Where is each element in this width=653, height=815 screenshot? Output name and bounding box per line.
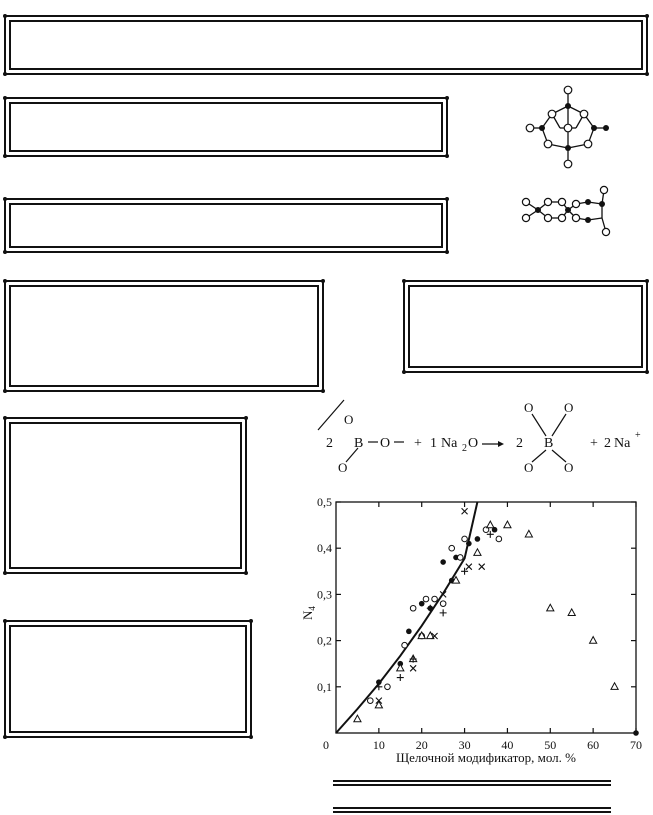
data-point-triangle [525,530,532,537]
data-point-filled-circle [466,541,472,547]
reaction-ion-charge: + [635,430,641,441]
frame-box-2 [4,97,448,157]
svg-text:O: O [564,400,574,415]
y-tick-label: 0,4 [317,541,332,556]
data-point-cross [466,564,472,570]
bottom-rule-4 [333,811,611,813]
frame-box-6 [4,417,247,574]
data-point-open-circle [367,698,373,704]
data-point-open-circle [410,605,416,611]
y-tick-label: 0,2 [317,633,332,648]
data-point-cross [479,564,485,570]
data-point-filled-circle [440,559,446,565]
data-point-open-circle [496,536,502,542]
reaction-reagent-sub: 2 [462,443,467,454]
y-tick-label: 0,3 [317,587,332,602]
reaction-ion: Na [614,436,631,451]
data-point-triangle [611,683,618,690]
bottom-rule-2 [333,784,611,786]
bottom-rule-1 [333,780,611,782]
data-point-triangle [487,521,494,528]
borate-ring-diagram-2 [518,182,618,244]
data-point-plus [375,683,382,690]
data-point-plus [440,609,447,616]
data-point-filled-circle [475,536,481,542]
reaction-boron-left: B [354,436,364,451]
svg-text:O: O [524,460,534,475]
data-point-triangle [474,549,481,556]
y-tick-label: 0,5 [317,495,332,509]
data-point-triangle [504,521,511,528]
x-tick-label: 40 [501,738,514,752]
reaction-equation [318,400,648,480]
x-tick-label: 0 [323,738,329,752]
x-tick-label: 20 [415,738,428,752]
data-point-open-circle [449,545,455,551]
data-point-triangle [375,701,382,708]
reaction-plus-2: + [590,436,598,451]
frame-box-7 [4,620,252,738]
bottom-rule-3 [333,807,611,809]
reaction-coef-right: 2 [516,436,523,451]
data-point-open-circle [402,642,408,648]
data-point-open-circle [440,601,446,607]
reaction-boron-right: B [544,436,554,451]
x-tick-label: 60 [587,738,600,752]
frame-box-1 [4,15,648,75]
x-tick-label: 10 [372,738,385,752]
x-tick-label: 70 [630,738,642,752]
reaction-coef-left: 2 [326,436,333,451]
reaction-reagent-coef: 1 [430,436,437,451]
data-point-triangle [397,664,404,671]
reaction-ion-coef: 2 [604,436,611,451]
data-point-open-circle [385,684,391,690]
data-point-cross [410,665,416,671]
frame-box-4 [4,280,324,392]
svg-text:O: O [524,400,534,415]
data-point-open-circle [457,555,463,561]
x-tick-label: 30 [458,738,471,752]
svg-text:O: O [564,460,574,475]
data-point-open-circle [432,596,438,602]
data-point-cross [462,508,468,514]
x-tick-label: 50 [544,738,557,752]
data-point-open-circle [423,596,429,602]
data-point-triangle [568,609,575,616]
y-tick-label: 0,1 [317,679,332,694]
data-point-plus [397,674,404,681]
data-point-filled-circle [419,601,425,607]
fit-curve [336,502,477,733]
data-point-filled-circle [633,730,639,736]
data-point-filled-circle [406,629,412,635]
frame-box-3 [4,198,448,253]
frame-box-5 [403,280,648,373]
svg-text:O: O [338,460,348,475]
data-point-triangle [547,604,554,611]
data-point-triangle [590,637,597,644]
x-axis-label: Щелочной модификатор, мол. % [396,750,576,765]
reaction-oxygen-right: O [380,436,391,451]
reaction-plus-1: + [414,436,422,451]
reaction-reagent-na: Na [441,436,458,451]
data-point-open-circle [462,536,468,542]
reaction-reagent-o: O [468,436,479,451]
svg-text:O: O [344,412,354,427]
y-axis-label: $N_4$ [300,606,317,620]
data-point-triangle [354,715,361,722]
borate-ring-diagram-1 [520,82,610,177]
n4-vs-modifier-chart [296,492,648,782]
